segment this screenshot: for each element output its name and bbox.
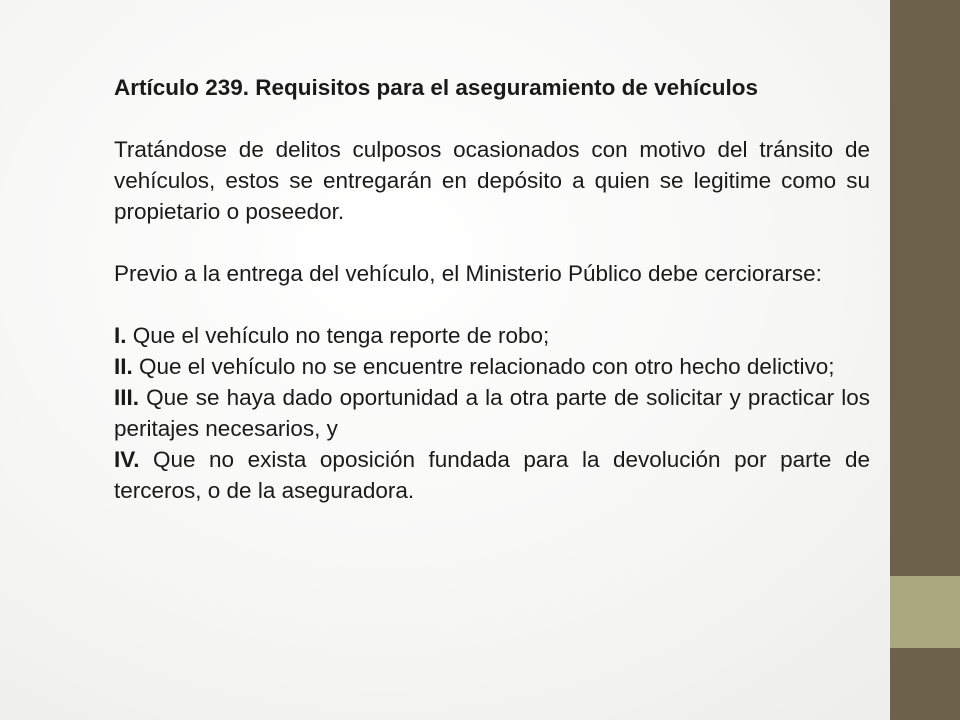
requirement-number: III. (114, 385, 140, 410)
slide-content (114, 72, 870, 506)
requirement-text: Que el vehículo no tenga reporte de robo; (126, 323, 550, 348)
requirement-text: Que se haya dado oportunidad a la otra parte de solicitar y practicar los peritajes necesarios, y (114, 385, 870, 441)
requirement-text: Que el vehículo no se encuentre relacionado con otro hecho delictivo; (132, 354, 835, 379)
decorative-sidebar (890, 0, 960, 720)
paragraph-deposit: Tratándose de delitos culposos ocasionados con motivo del tránsito de vehículos, estos se entregarán en depósito a quien se legitime como su propietario o poseedor. (114, 137, 870, 224)
requirement-number: I. (114, 323, 127, 348)
requirement-number: II. (114, 354, 133, 379)
requirement-number: IV. (114, 447, 140, 472)
spacer (114, 227, 870, 258)
spacer (114, 289, 870, 320)
sidebar-accent-band (890, 576, 960, 648)
requirement-text: Que no exista oposición fundada para la devolución por parte de terceros, o de la aseguradora. (114, 447, 870, 503)
spacer (114, 103, 870, 134)
requirement-item-4 (114, 444, 870, 506)
paragraph-verification: Previo a la entrega del vehículo, el Ministerio Público debe cerciorarse: (114, 261, 822, 286)
requirement-item-1 (114, 320, 870, 351)
requirement-item-2 (114, 351, 870, 382)
article-title: Artículo 239. Requisitos para el aseguramiento de vehículos (114, 75, 758, 100)
requirement-item-3 (114, 382, 870, 444)
